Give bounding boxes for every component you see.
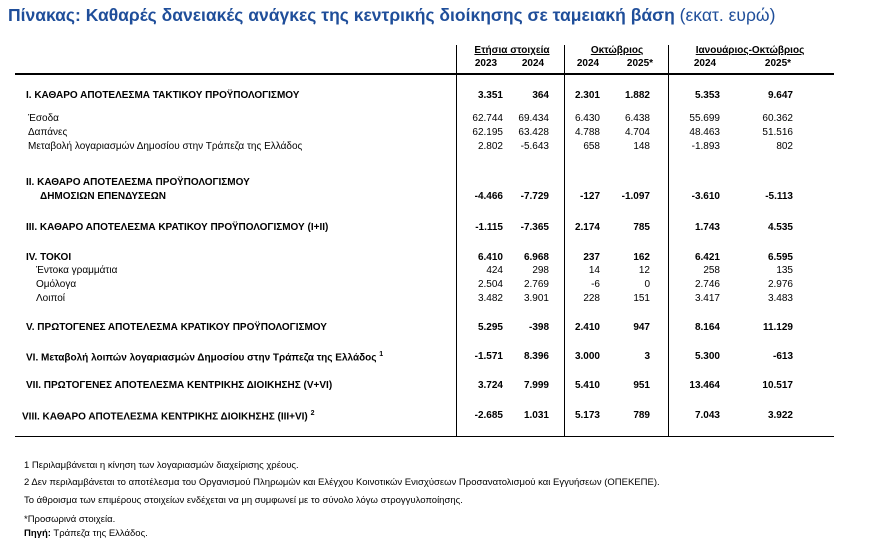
header-year: 2024	[521, 58, 545, 69]
value-cell: 3.417	[694, 293, 720, 304]
value-cell: -7.729	[520, 191, 549, 202]
row-label: Έντοκα γραμμάτια	[36, 265, 118, 276]
value-cell: 148	[633, 141, 650, 152]
value-cell: 2.301	[574, 90, 600, 101]
value-cell: 1.882	[624, 90, 650, 101]
header-group-annual: Ετήσια στοιχεία	[474, 45, 550, 56]
value-cell: 6.595	[767, 252, 793, 263]
row-label: III. ΚΑΘΑΡΟ ΑΠΟΤΕΛΕΣΜΑ ΚΡΑΤΙΚΟΥ ΠΡΟΫΠΟΛΟΓΙΣΜΟΥ (I+II)	[26, 222, 329, 233]
value-cell: -1.097	[621, 191, 650, 202]
value-cell: 6.968	[523, 252, 549, 263]
value-cell: 6.438	[624, 113, 650, 124]
value-cell: 947	[633, 322, 650, 333]
value-cell: 4.535	[767, 222, 793, 233]
value-cell: 55.699	[689, 113, 720, 124]
value-cell: -5.113	[765, 191, 793, 202]
row-label: VIII. ΚΑΘΑΡΟ ΑΠΟΤΕΛΕΣΜΑ ΚΕΝΤΡΙΚΗΣ ΔΙΟΙΚΗΣΗΣ (III+VI)	[22, 411, 308, 423]
row-label-with-note	[22, 410, 314, 422]
row-label-with-note	[26, 351, 383, 363]
value-cell: 3.482	[477, 293, 503, 304]
provisional-note: *Προσωρινά στοιχεία.	[24, 514, 116, 525]
row-label-continued: ΔΗΜΟΣΙΩΝ ΕΠΕΝΔΥΣΕΩΝ	[40, 191, 166, 202]
value-cell: 5.300	[694, 351, 720, 362]
value-cell: -7.365	[520, 222, 549, 233]
value-cell: 1.031	[523, 410, 549, 421]
value-cell: 228	[583, 293, 600, 304]
value-cell: 1.743	[694, 222, 720, 233]
row-label: Ομόλογα	[36, 279, 77, 290]
value-cell: 4.788	[574, 127, 600, 138]
value-cell: 2.976	[767, 279, 793, 290]
column-divider	[564, 45, 565, 436]
header-year: 2023	[474, 58, 498, 69]
value-cell: 951	[633, 380, 650, 391]
source-line	[24, 528, 148, 539]
value-cell: -613	[772, 351, 793, 362]
row-label: II. ΚΑΘΑΡΟ ΑΠΟΤΕΛΕΣΜΑ ΠΡΟΫΠΟΛΟΓΙΣΜΟΥ	[26, 177, 250, 188]
value-cell: 5.353	[694, 90, 720, 101]
row-label: IV. ΤΟΚΟΙ	[26, 252, 72, 263]
value-cell: 12	[638, 265, 650, 276]
value-cell: 14	[588, 265, 600, 276]
value-cell: 51.516	[762, 127, 793, 138]
row-label: I. ΚΑΘΑΡΟ ΑΠΟΤΕΛΕΣΜΑ ΤΑΚΤΙΚΟΥ ΠΡΟΫΠΟΛΟΓΙΣΜΟΥ	[26, 90, 300, 101]
value-cell: 0	[644, 279, 650, 290]
footnote-1: 1 Περιλαμβάνεται η κίνηση των λογαριασμών διαχείρισης χρέους.	[24, 460, 299, 471]
value-cell: 11.129	[762, 322, 793, 333]
value-cell: 3.922	[767, 410, 793, 421]
source-label: Πηγή:	[24, 528, 51, 539]
value-cell: 69.434	[518, 113, 549, 124]
value-cell: 162	[633, 252, 650, 263]
value-cell: 10.517	[762, 380, 793, 391]
header-group-jan-oct: Ιανουάριος-Οκτώβριος	[695, 45, 805, 56]
row-label: Δαπάνες	[28, 127, 68, 138]
value-cell: 802	[776, 141, 793, 152]
value-cell: 3.351	[477, 90, 503, 101]
footnote-ref: 1	[379, 351, 384, 358]
value-cell: 6.410	[477, 252, 503, 263]
value-cell: 424	[486, 265, 503, 276]
value-cell: 6.421	[694, 252, 720, 263]
value-cell: 4.704	[624, 127, 650, 138]
header-year: 2025*	[764, 58, 792, 69]
value-cell: -6	[591, 279, 600, 290]
value-cell: 3.483	[767, 293, 793, 304]
value-cell: -5.643	[520, 141, 549, 152]
value-cell: 2.504	[477, 279, 503, 290]
value-cell: 3.901	[523, 293, 549, 304]
value-cell: -2.685	[474, 410, 503, 421]
footnote-2: 2 Δεν περιλαμβάνεται το αποτέλεσμα του Οργανισμού Πληρωμών και Ελέγχου Κοινοτικών Ενισχύσεων Προσανατολισμού και Εγγυήσεων (ΟΠΕΚΕΠΕ).	[24, 477, 660, 488]
header-year: 2024	[693, 58, 717, 69]
value-cell: 62.744	[472, 113, 503, 124]
value-cell: -127	[579, 191, 600, 202]
header-year: 2025*	[626, 58, 654, 69]
value-cell: 5.410	[574, 380, 600, 391]
header-group-october: Οκτώβριος	[590, 45, 644, 56]
value-cell: 2.410	[574, 322, 600, 333]
value-cell: 13.464	[689, 380, 720, 391]
value-cell: 298	[532, 265, 549, 276]
value-cell: -398	[528, 322, 549, 333]
table-bottom-rule	[15, 436, 834, 437]
value-cell: 2.769	[523, 279, 549, 290]
value-cell: 5.295	[477, 322, 503, 333]
value-cell: -1.115	[475, 222, 503, 233]
value-cell: 237	[583, 252, 600, 263]
source-text: Τράπεζα της Ελλάδος.	[53, 528, 148, 539]
row-label: Λοιποί	[36, 293, 66, 304]
value-cell: -3.610	[691, 191, 720, 202]
value-cell: 5.173	[574, 410, 600, 421]
row-label: VII. ΠΡΩΤΟΓΕΝΕΣ ΑΠΟΤΕΛΕΣΜΑ ΚΕΝΤΡΙΚΗΣ ΔΙΟΙΚΗΣΗΣ (V+VI)	[26, 380, 333, 391]
value-cell: -1.893	[691, 141, 720, 152]
value-cell: 62.195	[472, 127, 503, 138]
value-cell: 7.043	[694, 410, 720, 421]
value-cell: 2.746	[694, 279, 720, 290]
value-cell: 63.428	[518, 127, 549, 138]
value-cell: 151	[633, 293, 650, 304]
value-cell: 60.362	[762, 113, 793, 124]
value-cell: 658	[583, 141, 600, 152]
title-unit: (εκατ. ευρώ)	[679, 5, 776, 25]
value-cell: 6.430	[574, 113, 600, 124]
row-label: Έσοδα	[28, 113, 59, 124]
column-divider	[668, 45, 669, 436]
value-cell: 2.802	[477, 141, 503, 152]
page-title	[8, 5, 775, 26]
value-cell: 364	[532, 90, 549, 101]
value-cell: 3	[644, 351, 650, 362]
value-cell: 785	[633, 222, 650, 233]
value-cell: 789	[633, 410, 650, 421]
value-cell: 135	[776, 265, 793, 276]
row-label: Μεταβολή λογαριασμών Δημοσίου στην Τράπεζα της Ελλάδος	[28, 141, 303, 152]
title-main: Πίνακας: Καθαρές δανειακές ανάγκες της κεντρικής διοίκησης σε ταμειακή βάση	[8, 5, 675, 25]
value-cell: 8.396	[523, 351, 549, 362]
footnote-ref: 2	[310, 410, 315, 417]
value-cell: 2.174	[574, 222, 600, 233]
rounding-note: Το άθροισμα των επιμέρους στοιχείων ενδέχεται να μη συμφωνεί με το σύνολο λόγω στρογγυλοποίησης.	[24, 495, 463, 506]
header-year: 2024	[576, 58, 600, 69]
value-cell: 7.999	[523, 380, 549, 391]
row-label: VI. Μεταβολή λοιπών λογαριασμών Δημοσίου στην Τράπεζα της Ελλάδος	[26, 352, 377, 364]
column-divider	[456, 45, 457, 436]
value-cell: -4.466	[474, 191, 503, 202]
value-cell: 9.647	[767, 90, 793, 101]
value-cell: 3.724	[477, 380, 503, 391]
value-cell: 8.164	[694, 322, 720, 333]
value-cell: 258	[703, 265, 720, 276]
row-label: V. ΠΡΩΤΟΓΕΝΕΣ ΑΠΟΤΕΛΕΣΜΑ ΚΡΑΤΙΚΟΥ ΠΡΟΫΠΟΛΟΓΙΣΜΟΥ	[26, 322, 327, 333]
value-cell: -1.571	[474, 351, 503, 362]
value-cell: 3.000	[574, 351, 600, 362]
value-cell: 48.463	[689, 127, 720, 138]
header-rule	[15, 73, 834, 75]
